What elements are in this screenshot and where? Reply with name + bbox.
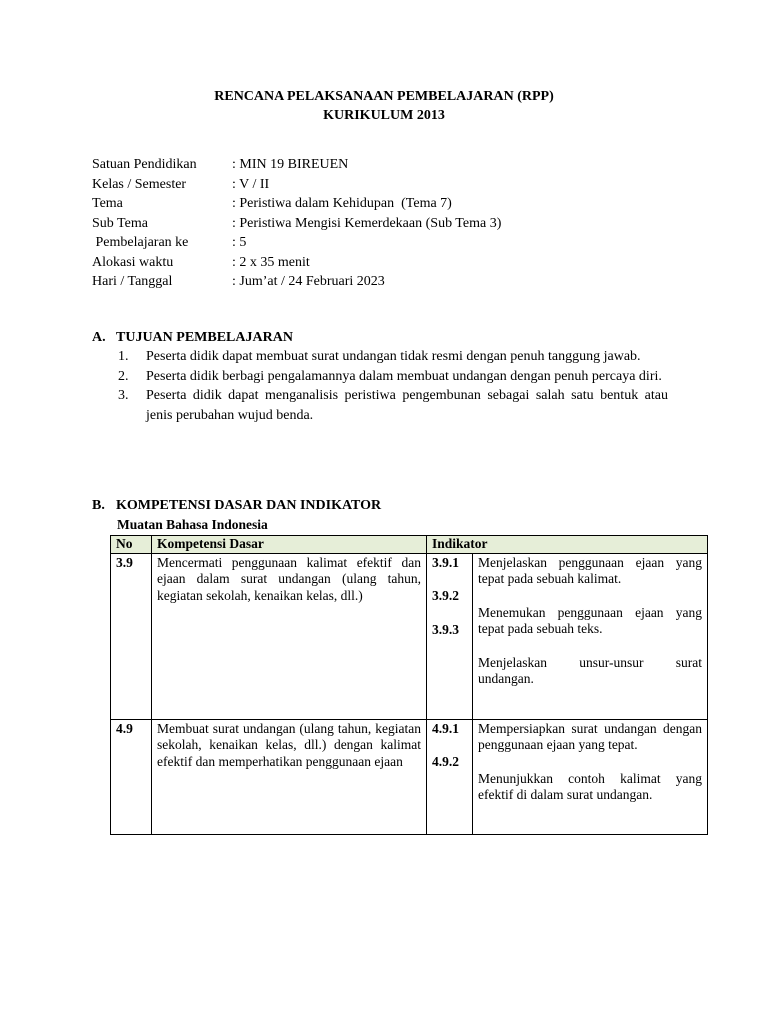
indicator-text: Menemukan penggunaan ejaan yang tepat pada sebuah teks. [478,604,702,636]
section-title: KOMPETENSI DASAR DAN INDIKATOR [116,498,382,513]
section-letter: A. [92,330,106,345]
section-letter: B. [92,498,105,513]
indicator-text: Menjelaskan penggunaan ejaan yang tepat pada sebuah kalimat. [478,554,702,586]
kd-text: Mencermati penggunaan kalimat efektif dan ejaan dalam surat undangan (ulang tahun, kegiatan sekolah, kenaikan kelas, dll.) [152,553,427,719]
indicator-code: 3.9.3 [432,621,459,637]
identity-label: Pembelajaran ke [92,235,189,250]
competency-table [110,535,708,835]
indicator-codes [427,719,473,834]
list-text: Peserta didik dapat membuat surat undangan tidak resmi dengan penuh tanggung jawab. [146,349,641,364]
indicator-code: 3.9.2 [432,588,459,603]
list-text: Peserta didik dapat menganalisis peristiwa pengembunan sebagai salah satu bentuk atau jenis perubahan wujud benda. [146,388,668,423]
identity-row [92,233,501,253]
list-number: 2. [118,368,129,384]
identity-row [92,253,501,273]
identity-label: Hari / Tanggal [92,274,173,289]
identity-row [92,175,501,195]
document-title: RENCANA PELAKSANAAN PEMBELAJARAN (RPP) [214,89,554,104]
identity-value: : MIN 19 BIREUEN [232,157,349,172]
indicator-texts [473,719,708,834]
identity-row [92,214,501,234]
indicator-codes [427,553,473,719]
header-kompetensi-dasar: Kompetensi Dasar [152,536,427,554]
indicator-text: Mempersiapkan surat undangan dengan penggunaan ejaan yang tepat. [478,720,702,752]
indicator-code: 4.9.1 [432,720,459,736]
list-number: 3. [118,388,129,403]
identity-label: Satuan Pendidikan [92,157,197,172]
identity-value: : Peristiwa Mengisi Kemerdekaan (Sub Tema 3) [232,215,502,231]
list-item [118,386,668,425]
indicator-texts [473,553,708,719]
identity-label: Alokasi waktu [92,254,174,270]
header-indikator: Indikator [427,536,708,554]
identity-value: : Jum’at / 24 Februari 2023 [232,274,385,289]
section-title: TUJUAN PEMBELAJARAN [116,330,293,345]
indicator-text: Menunjukkan contoh kalimat yang efektif di dalam surat undangan. [478,770,702,802]
indicator-text: Menjelaskan unsur-unsur surat undangan. [478,654,702,686]
kd-text: Membuat surat undangan (ulang tahun, kegiatan sekolah, kenaikan kelas, dll.) dengan kalimat efektif dan memperhatikan penggunaan ejaan [152,719,427,834]
list-text: Peserta didik berbagi pengalamannya dalam membuat undangan dengan penuh percaya diri. [146,368,662,384]
identity-value: : Peristiwa dalam Kehidupan (Tema 7) [232,196,452,211]
kd-number: 4.9 [111,719,152,834]
section-b-heading [92,497,381,515]
table-header-row [111,536,708,554]
curriculum-subtitle: KURIKULUM 2013 [323,108,445,123]
header-no: No [111,536,152,554]
indicator-code: 3.9.1 [432,554,459,570]
identity-row [92,272,501,292]
table-row [111,719,708,834]
subject-subheading: Muatan Bahasa Indonesia [117,517,268,532]
identity-row [92,194,501,214]
list-number: 1. [118,349,129,364]
identity-label: Tema [92,196,123,211]
learning-objectives-list [118,347,668,425]
list-item [118,347,668,367]
identity-label: Sub Tema [92,215,148,231]
identity-label: Kelas / Semester [92,176,187,192]
table-row [111,553,708,719]
list-item [118,367,668,387]
identity-row [92,155,501,175]
identity-value: : 5 [232,235,247,250]
kd-number: 3.9 [111,553,152,719]
identity-block [92,155,501,292]
section-a-heading [92,329,293,347]
indicator-code: 4.9.2 [432,754,459,769]
identity-value: : V / II [232,176,270,192]
identity-value: : 2 x 35 menit [232,254,310,270]
